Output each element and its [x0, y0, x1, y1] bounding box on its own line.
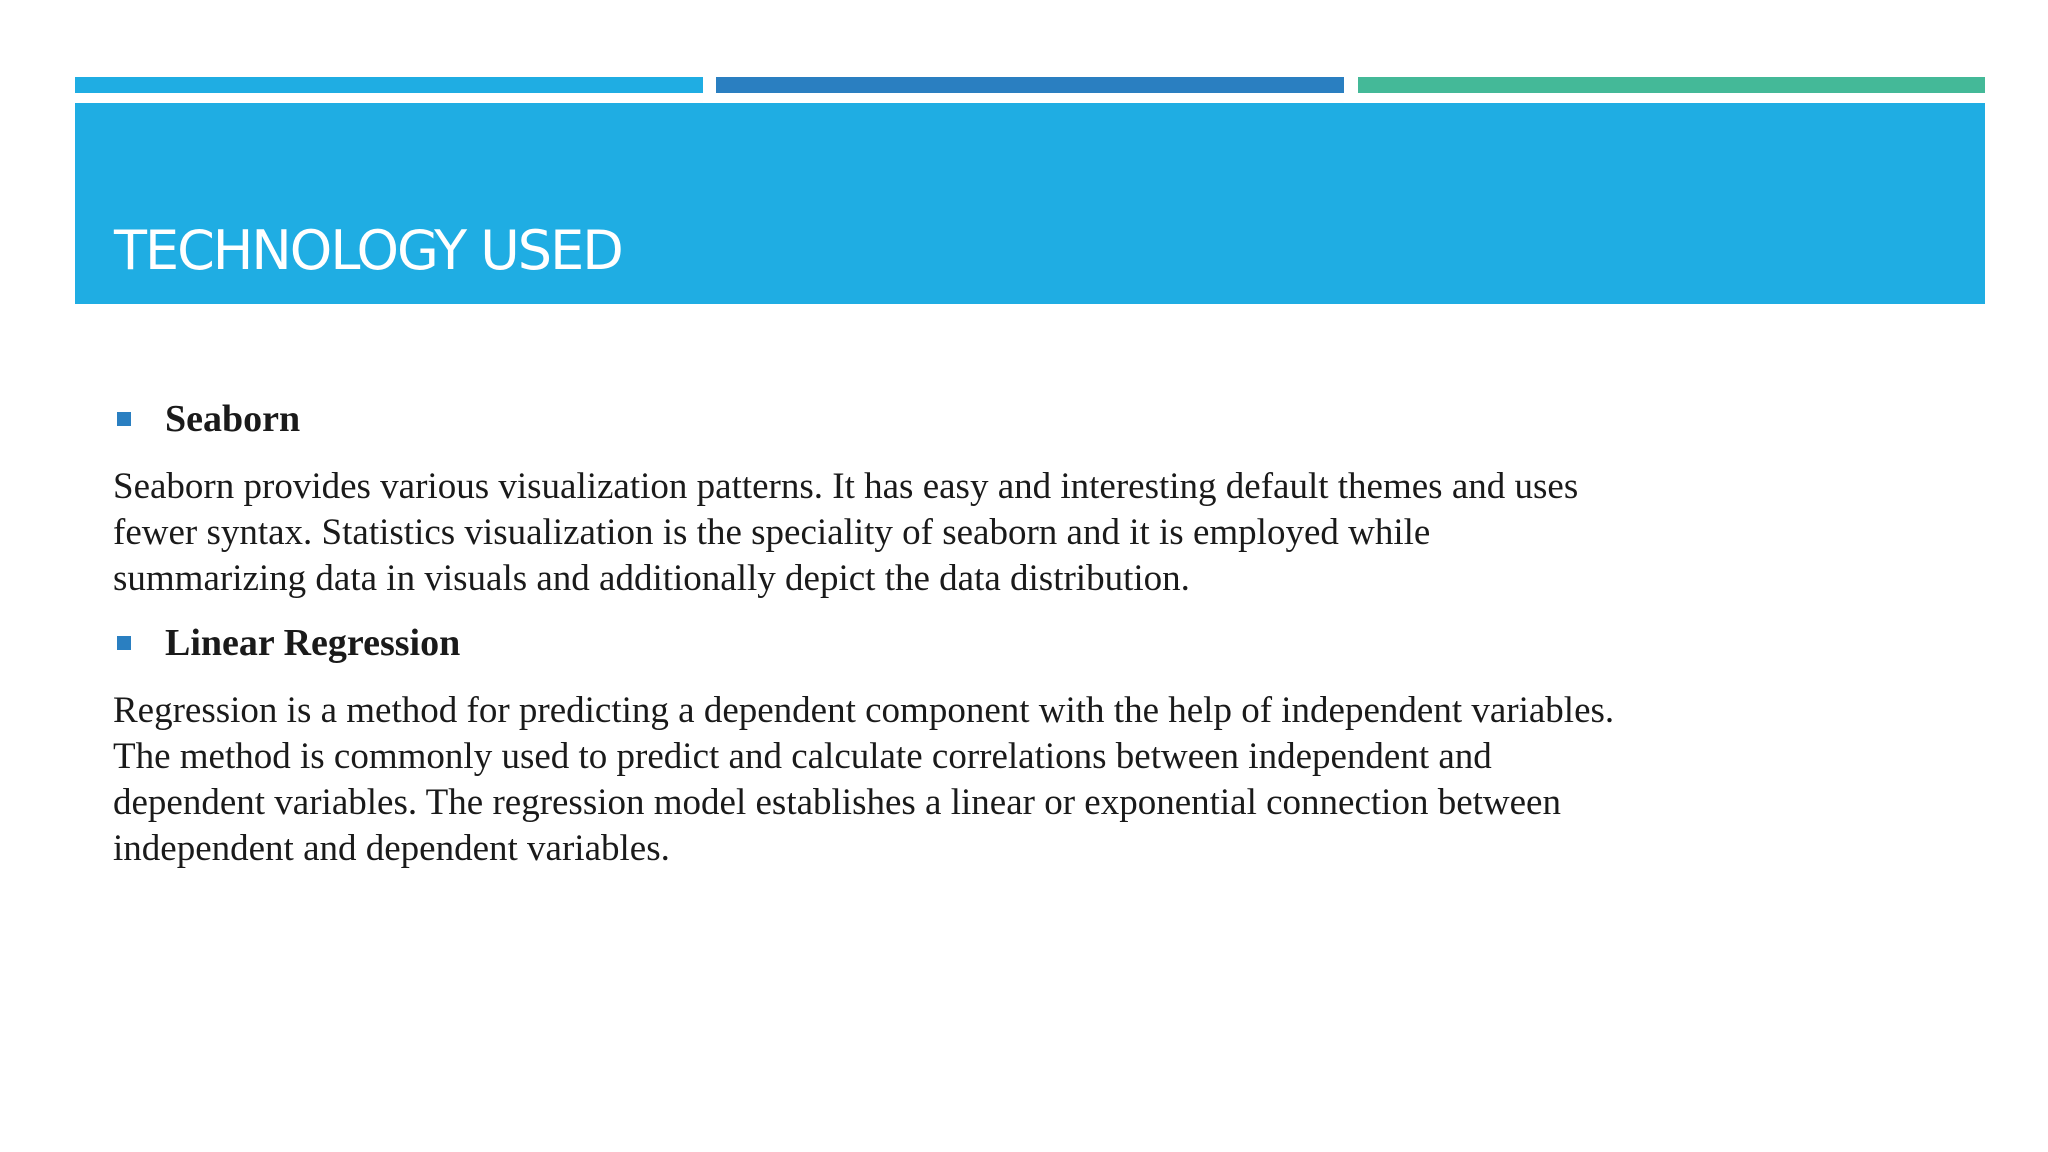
linear-regression-description — [113, 688, 1973, 872]
slide-content — [113, 392, 1973, 872]
accent-bar-light-blue — [75, 77, 703, 93]
bullet-item-seaborn — [113, 392, 1973, 446]
linear-regression-description-line-2: The method is commonly used to predict and calculate correlations between independent and — [113, 736, 1492, 777]
linear-regression-description-line-4: independent and dependent variables. — [113, 828, 670, 869]
square-bullet-icon — [117, 636, 131, 650]
bullet-item-linear-regression — [113, 616, 1973, 670]
square-bullet-icon — [117, 412, 131, 426]
title-band — [75, 103, 1985, 304]
accent-bar-dark-blue — [716, 77, 1344, 93]
slide-title: TECHNOLOGY USED — [114, 219, 622, 282]
seaborn-description-line-3: summarizing data in visuals and additionally depict the data distribution. — [113, 558, 1190, 599]
accent-bar-green — [1358, 77, 1985, 93]
seaborn-description — [113, 464, 1973, 602]
linear-regression-description-line-1: Regression is a method for predicting a dependent component with the help of independent variables. — [113, 690, 1615, 731]
bullet-label-seaborn: Seaborn — [165, 398, 301, 440]
bullet-label-linear-regression: Linear Regression — [165, 622, 461, 664]
seaborn-description-line-2: fewer syntax. Statistics visualization is the speciality of seaborn and it is employed while — [113, 512, 1431, 553]
linear-regression-description-line-3: dependent variables. The regression model establishes a linear or exponential connection between — [113, 782, 1561, 823]
seaborn-description-line-1: Seaborn provides various visualization patterns. It has easy and interesting default themes and uses — [113, 466, 1579, 507]
